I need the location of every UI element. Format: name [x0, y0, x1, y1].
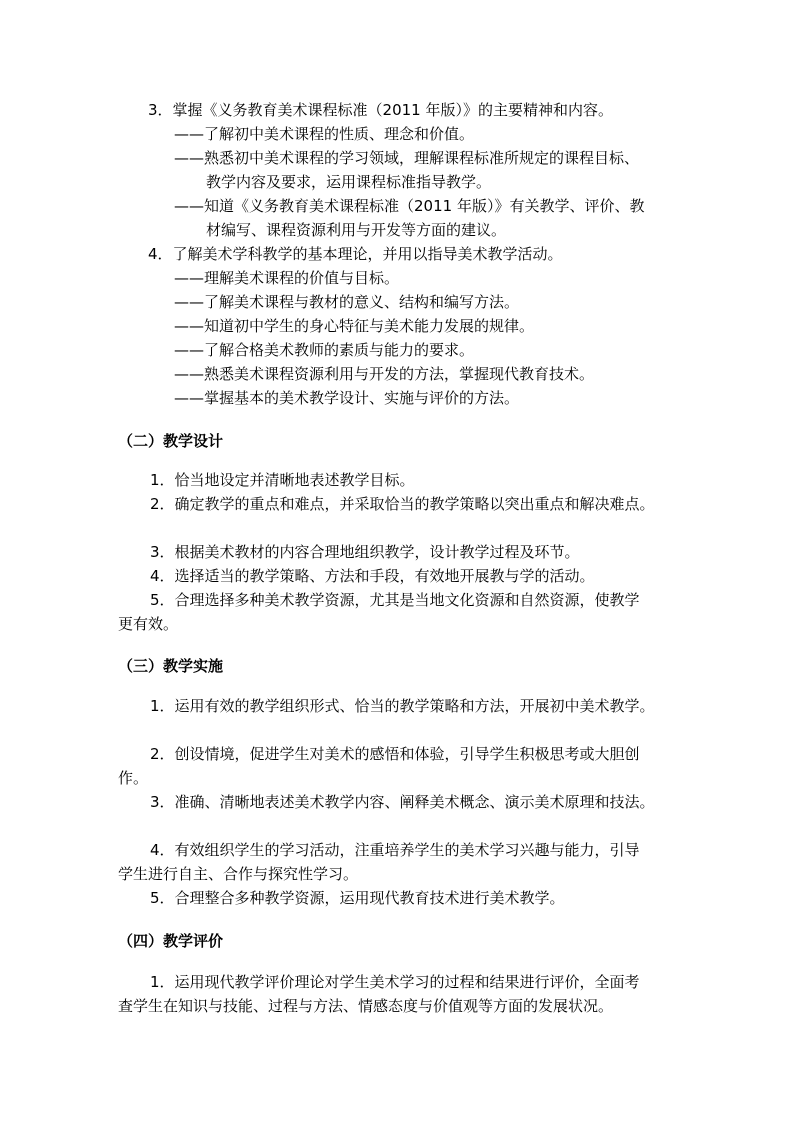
sub-item: ——理解美术课程的价值与目标。: [174, 269, 400, 287]
sub-item: ——熟悉初中美术课程的学习领域，理解课程标准所规定的课程目标、: [174, 149, 640, 167]
item-continuation: 学生进行自主、合作与探究性学习。: [118, 865, 359, 883]
item-4: 4．了解美术学科教学的基本理论，并用以指导美术教学活动。: [148, 245, 563, 263]
sub-item: ——掌握基本的美术教学设计、实施与评价的方法。: [174, 389, 520, 407]
item-4: 4．有效组织学生的学习活动，注重培养学生的美术学习兴趣与能力，引导: [150, 841, 640, 859]
section-heading-2: （二）教学设计: [118, 432, 224, 450]
item-continuation: 查学生在知识与技能、过程与方法、情感态度与价值观等方面的发展状况。: [118, 997, 614, 1015]
item-4: 4．选择适当的教学策略、方法和手段，有效地开展教与学的活动。: [150, 567, 595, 585]
sub-item: ——知道初中学生的身心特征与美术能力发展的规律。: [174, 317, 535, 335]
item-continuation: 作。: [118, 769, 149, 787]
item-3: 3．根据美术教材的内容合理地组织教学，设计教学过程及环节。: [150, 543, 580, 561]
sub-item: ——了解初中美术课程的性质、理念和价值。: [174, 125, 475, 143]
sub-item: ——了解合格美术教师的素质与能力的要求。: [174, 341, 475, 359]
item-1: 1．运用有效的教学组织形式、恰当的教学策略和方法，开展初中美术教学。: [150, 697, 655, 715]
sub-item-continuation: 材编写、课程资源利用与开发等方面的建议。: [206, 221, 507, 239]
item-1: 1．恰当地设定并清晰地表述教学目标。: [150, 471, 415, 489]
item-continuation: 更有效。: [118, 615, 179, 633]
section-heading-3: （三）教学实施: [118, 657, 224, 675]
item-5: 5．合理整合多种教学资源，运用现代教育技术进行美术教学。: [150, 889, 565, 907]
sub-item: ——知道《义务教育美术课程标准（2011 年版）》有关教学、评价、教: [174, 197, 645, 215]
item-5: 5．合理选择多种美术教学资源，尤其是当地文化资源和自然资源，使教学: [150, 591, 640, 609]
item-1: 1．运用现代教学评价理论对学生美术学习的过程和结果进行评价，全面考: [150, 973, 640, 991]
sub-item: ——了解美术课程与教材的意义、结构和编写方法。: [174, 293, 520, 311]
sub-item: ——熟悉美术课程资源利用与开发的方法，掌握现代教育技术。: [174, 365, 595, 383]
sub-item-continuation: 教学内容及要求，运用课程标准指导教学。: [206, 173, 492, 191]
item-3: 3．准确、清晰地表述美术教学内容、阐释美术概念、演示美术原理和技法。: [150, 793, 655, 811]
item-2: 2．创设情境，促进学生对美术的感悟和体验，引导学生积极思考或大胆创: [150, 745, 640, 763]
section-heading-4: （四）教学评价: [118, 932, 224, 950]
item-3: 3．掌握《义务教育美术课程标准（2011 年版）》的主要精神和内容。: [148, 101, 613, 119]
item-2: 2．确定教学的重点和难点，并采取恰当的教学策略以突出重点和解决难点。: [150, 495, 655, 513]
